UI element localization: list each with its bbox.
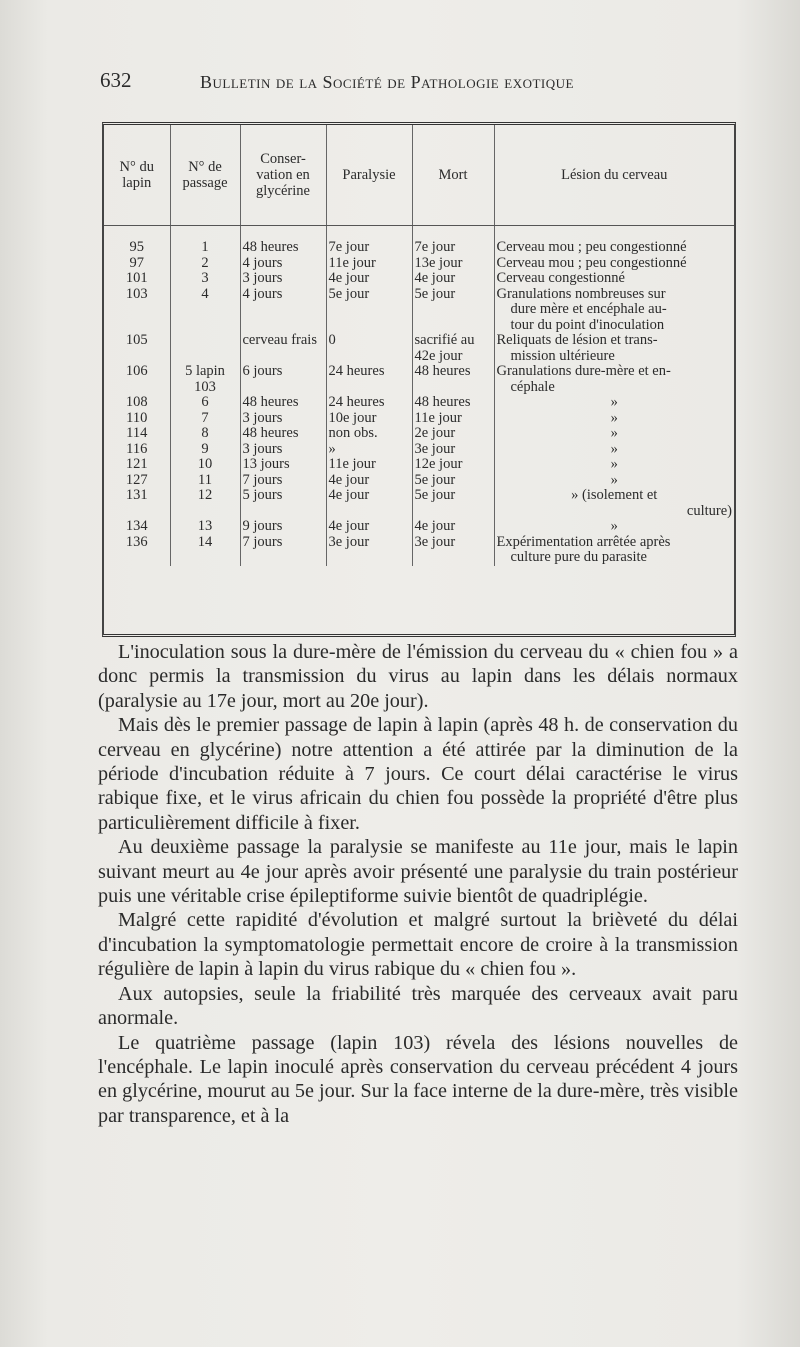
cell-lapin: 131 xyxy=(104,488,170,519)
cell-conservation: 5 jours xyxy=(240,488,326,519)
cell-lesion xyxy=(494,395,734,411)
col-header-paralysie: Paralysie xyxy=(326,125,412,226)
cell-passage: 12 xyxy=(170,488,240,519)
cell-conservation: 4 jours xyxy=(240,287,326,334)
cell-mort: 11e jour xyxy=(412,411,494,427)
table-row xyxy=(104,287,734,334)
results-table xyxy=(104,125,734,566)
cell-passage: 8 xyxy=(170,426,240,442)
cell-paralysie: 24 heures xyxy=(326,364,412,395)
table-row xyxy=(104,457,734,473)
lesion-line: Expérimentation arrêtée après xyxy=(496,534,671,550)
cell-mort: 5e jour xyxy=(412,473,494,489)
cell-lapin: 136 xyxy=(104,535,170,566)
cell-lesion xyxy=(494,364,734,395)
cell-mort: 4e jour xyxy=(412,271,494,287)
lesion-line: Granulations dure-mère et en- xyxy=(496,364,671,379)
cell-lesion xyxy=(494,226,734,256)
cell-mort: 12e jour xyxy=(412,457,494,473)
cell-mort: 48 heures xyxy=(412,395,494,411)
table-row xyxy=(104,364,734,395)
paragraph: Au deuxième passage la paralysie se manifeste au 11e jour, mais le lapin suivant meurt au 4e jour après avoir présenté une paralysie du train postérieur puis une véritable crise épileptiforme suivie bientôt de quadriplégie. xyxy=(98,836,738,908)
cell-passage: 7 xyxy=(170,411,240,427)
lesion-line: céphale xyxy=(510,379,555,395)
lesion-line: dure mère et encéphale au- xyxy=(510,302,667,317)
cell-passage: 11 xyxy=(170,473,240,489)
table-row xyxy=(104,395,734,411)
cell-lapin: 116 xyxy=(104,442,170,458)
cell-paralysie: 3e jour xyxy=(326,535,412,566)
cell-paralysie: 24 heures xyxy=(326,395,412,411)
lesion-line: Granulations nombreuses sur xyxy=(496,286,666,302)
lesion-line: culture pure du parasite xyxy=(510,550,647,565)
cell-passage: 6 xyxy=(170,395,240,411)
cell-lapin: 134 xyxy=(104,519,170,535)
col-header-lapin: N° du lapin xyxy=(104,125,170,226)
lesion-line: » xyxy=(610,441,618,457)
cell-paralysie: 0 xyxy=(326,333,412,364)
table-body xyxy=(104,226,734,566)
cell-mort: 3e jour xyxy=(412,442,494,458)
table-row xyxy=(104,473,734,489)
cell-mort: 5e jour xyxy=(412,488,494,519)
cell-mort: 4e jour xyxy=(412,519,494,535)
lesion-line: tour du point d'inoculation xyxy=(510,317,665,333)
table-row xyxy=(104,442,734,458)
paragraph: L'inoculation sous la dure-mère de l'émission du cerveau du « chien fou » a donc permis la transmission du virus au lapin dans les délais normaux (paralysie au 17e jour, mort au 20e jour). xyxy=(98,641,738,712)
col-header-passage: N° de passage xyxy=(170,125,240,226)
cell-lesion xyxy=(494,333,734,364)
lesion-line: » xyxy=(610,457,618,472)
cell-conservation: 9 jours xyxy=(240,519,326,535)
cell-passage: 1 xyxy=(170,226,240,256)
table-row xyxy=(104,488,734,519)
cell-passage: 9 xyxy=(170,442,240,458)
cell-mort: 7e jour xyxy=(412,226,494,256)
table-row xyxy=(104,535,734,566)
cell-paralysie: 11e jour xyxy=(326,256,412,272)
cell-lesion xyxy=(494,535,734,566)
lesion-line: Cerveau mou ; peu congestionné xyxy=(496,255,687,271)
cell-passage: 5 lapin 103 xyxy=(170,364,240,395)
cell-lesion xyxy=(494,411,734,427)
table-row xyxy=(104,519,734,535)
lesion-line: » xyxy=(610,519,618,534)
cell-passage: 13 xyxy=(170,519,240,535)
cell-conservation: 4 jours xyxy=(240,256,326,272)
cell-paralysie: non obs. xyxy=(326,426,412,442)
cell-lesion xyxy=(494,256,734,272)
cell-paralysie: 10e jour xyxy=(326,411,412,427)
lesion-line: mission ultérieure xyxy=(510,348,615,364)
lesion-line: Cerveau mou ; peu congestionné xyxy=(496,240,687,255)
cell-conservation: 48 heures xyxy=(240,426,326,442)
lesion-line: Reliquats de lésion et trans- xyxy=(496,333,658,348)
table-row xyxy=(104,411,734,427)
lesion-line: » xyxy=(610,410,618,426)
cell-lesion xyxy=(494,271,734,287)
paragraph: Malgré cette rapidité d'évolution et malgré surtout la brièveté du délai d'incubation la symptomatologie permettait encore de croire à la transmission régulière de lapin à lapin du virus rabique du « chien fou ». xyxy=(98,909,738,981)
cell-conservation: cerveau frais xyxy=(240,333,326,364)
col-header-lesion: Lésion du cerveau xyxy=(494,125,734,226)
page-header xyxy=(100,68,740,98)
cell-paralysie: 4e jour xyxy=(326,488,412,519)
cell-mort: 2e jour xyxy=(412,426,494,442)
table-row xyxy=(104,271,734,287)
cell-passage: 14 xyxy=(170,535,240,566)
results-table-frame xyxy=(102,122,736,637)
cell-lapin: 127 xyxy=(104,473,170,489)
cell-lapin: 110 xyxy=(104,411,170,427)
paragraph: Le quatrième passage (lapin 103) révela des lésions nouvelles de l'encéphale. Le lapin inoculé après conservation du cerveau précédent 4 jours en glycérine, mourut au 5e jour. Sur la face interne de la dure-mère, très visible par transparence, et à la xyxy=(98,1031,738,1127)
cell-conservation: 6 jours xyxy=(240,364,326,395)
col-header-mort: Mort xyxy=(412,125,494,226)
running-title: Bulletin de la Société de Pathologie exotique xyxy=(200,72,574,92)
lesion-line: » xyxy=(610,472,618,488)
cell-lapin: 114 xyxy=(104,426,170,442)
col-header-conservation: Conser-vation en glycérine xyxy=(240,125,326,226)
cell-passage: 2 xyxy=(170,256,240,272)
table-row xyxy=(104,256,734,272)
cell-lesion xyxy=(494,442,734,458)
cell-conservation: 13 jours xyxy=(240,457,326,473)
cell-passage: 4 xyxy=(170,287,240,334)
table-header-row xyxy=(104,125,734,226)
cell-lapin: 108 xyxy=(104,395,170,411)
paragraph: Aux autopsies, seule la friabilité très marquée des cerveaux avait paru anormale. xyxy=(98,982,738,1030)
cell-lapin: 103 xyxy=(104,287,170,334)
cell-lesion xyxy=(494,519,734,535)
cell-conservation: 7 jours xyxy=(240,535,326,566)
lesion-line: » xyxy=(610,426,618,441)
cell-lesion xyxy=(494,473,734,489)
cell-conservation: 48 heures xyxy=(240,226,326,256)
cell-conservation: 48 heures xyxy=(240,395,326,411)
cell-paralysie: 4e jour xyxy=(326,473,412,489)
lesion-line: Cerveau congestionné xyxy=(496,271,625,286)
cell-conservation: 3 jours xyxy=(240,411,326,427)
page-number: 632 xyxy=(100,68,132,92)
cell-lesion xyxy=(494,488,734,519)
body-text xyxy=(98,640,738,1128)
table-row xyxy=(104,333,734,364)
cell-mort: 5e jour xyxy=(412,287,494,334)
cell-paralysie: 4e jour xyxy=(326,271,412,287)
lesion-line: » xyxy=(610,395,618,410)
cell-lapin: 95 xyxy=(104,226,170,256)
cell-lesion xyxy=(494,426,734,442)
cell-lapin: 121 xyxy=(104,457,170,473)
cell-conservation: 3 jours xyxy=(240,442,326,458)
cell-lesion xyxy=(494,457,734,473)
cell-lapin: 101 xyxy=(104,271,170,287)
cell-lesion xyxy=(494,287,734,334)
cell-paralysie: » xyxy=(326,442,412,458)
cell-lapin: 106 xyxy=(104,364,170,395)
cell-paralysie: 11e jour xyxy=(326,457,412,473)
cell-passage: 3 xyxy=(170,271,240,287)
cell-mort: sacrifié au 42e jour xyxy=(412,333,494,364)
cell-paralysie: 4e jour xyxy=(326,519,412,535)
lesion-line: culture) xyxy=(686,503,732,519)
cell-paralysie: 5e jour xyxy=(326,287,412,334)
table-row xyxy=(104,226,734,256)
lesion-line: » (isolement et xyxy=(571,488,658,503)
cell-mort: 13e jour xyxy=(412,256,494,272)
cell-lapin: 105 xyxy=(104,333,170,364)
cell-mort: 48 heures xyxy=(412,364,494,395)
cell-lapin: 97 xyxy=(104,256,170,272)
cell-passage: 10 xyxy=(170,457,240,473)
cell-conservation: 7 jours xyxy=(240,473,326,489)
cell-passage xyxy=(170,333,240,364)
cell-paralysie: 7e jour xyxy=(326,226,412,256)
cell-mort: 3e jour xyxy=(412,535,494,566)
cell-conservation: 3 jours xyxy=(240,271,326,287)
paragraph: Mais dès le premier passage de lapin à lapin (après 48 h. de conservation du cerveau en glycérine) notre attention a été attirée par la diminution de la période d'incubation réduite à 7 jours. Ce court délai caractérise le virus rabique fixe, et le virus africain du chien fou possède la propriété d'être plus particulièrement difficile à fixer. xyxy=(98,714,738,834)
table-row xyxy=(104,426,734,442)
